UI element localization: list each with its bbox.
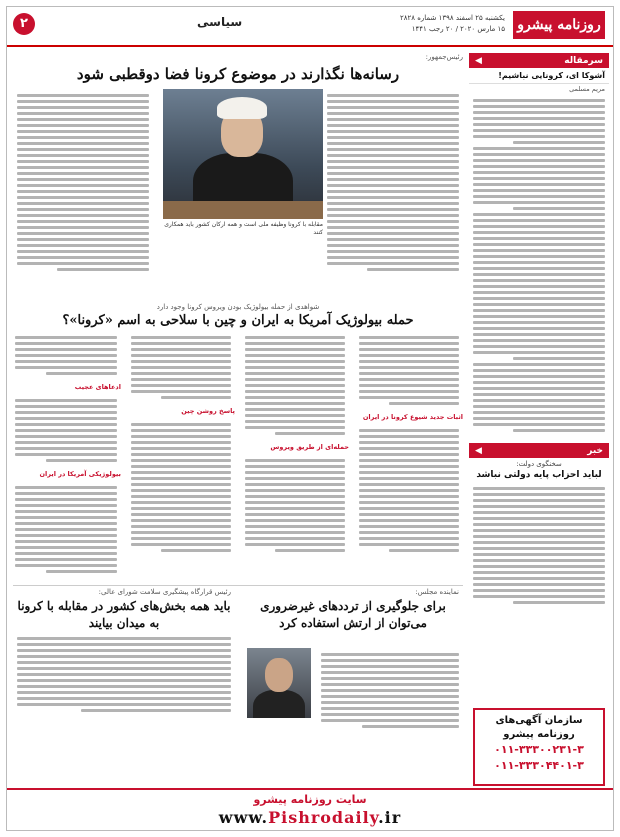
bottom-articles bbox=[13, 585, 463, 743]
ad-phone: ۰۱۱-۳۳۳۰۰۲۳۱-۳ bbox=[494, 743, 584, 756]
main-content bbox=[13, 53, 463, 631]
photo-caption: مقابله با کرونا وظیفه ملی است و همه ارکان کشور باید همکاری کنند bbox=[164, 221, 323, 236]
editorial-label: سرمقاله bbox=[564, 55, 603, 66]
mp-photo bbox=[247, 648, 311, 718]
ad-title: سازمان آگهی‌های روزنامه پیشرو bbox=[495, 715, 583, 740]
article-column bbox=[11, 331, 121, 578]
article-subhead: بیولوژیکی آمریکا در ایران bbox=[39, 470, 121, 478]
article-headline: برای جلوگیری از ترددهای غیرضروری می‌توان از ارتش استفاده کرد bbox=[260, 599, 446, 630]
issue-date-line: یکشنبه ۲۵ اسفند ۱۳۹۸ شماره ۲۸۲۸ bbox=[399, 14, 505, 22]
article-subhead: اثبات جدید شیوع کرونا در ایران bbox=[362, 413, 463, 421]
article-kicker: رئیس قرارگاه پیشگیری سلامت شورای عالی: bbox=[98, 588, 231, 596]
page-header bbox=[7, 7, 613, 47]
lead-headline: رسانه‌ها نگذارند در موضوع کرونا فضا دوقطبی شود bbox=[76, 65, 400, 83]
article-column bbox=[355, 331, 463, 557]
article-column bbox=[127, 331, 235, 557]
ad-phone: ۰۱۱-۳۳۳۰۴۴۰۱-۳ bbox=[494, 759, 584, 772]
editorial-author: مریم مسلمی bbox=[569, 85, 605, 93]
bottom-article-right bbox=[243, 586, 463, 744]
news-kicker: سخنگوی دولت: bbox=[516, 460, 562, 468]
news-title: لباید احزاب پایه دولتی نباشد bbox=[476, 470, 602, 480]
issue-meta bbox=[265, 13, 505, 35]
editorial-body bbox=[469, 94, 609, 437]
bullet-icon: ◀ bbox=[475, 445, 482, 456]
article-kicker: نماینده مجلس: bbox=[415, 588, 459, 596]
article-kicker: رئیس‌جمهور: bbox=[425, 53, 463, 61]
article-column bbox=[241, 331, 349, 557]
editorial-title: آشوکا ای، کرونایی نباشیم! bbox=[469, 68, 609, 84]
section-label: سیاسی bbox=[197, 15, 243, 29]
article-subhead: پاسخ روشن چین bbox=[181, 407, 235, 415]
article-subhead: حمله‌ای از طریق ویروس bbox=[270, 443, 349, 451]
second-headline: حمله بیولوژیک آمریکا به ایران و چین با سلاحی به اسم «کرونا»؟ bbox=[62, 313, 414, 328]
lead-text-column bbox=[323, 89, 463, 276]
second-kicker: شواهدی از حمله بیولوژیک بودن ویروس کرونا وجود دارد bbox=[156, 303, 320, 311]
news-header bbox=[469, 443, 609, 458]
page-number: ۲ bbox=[13, 13, 35, 35]
article-body bbox=[317, 648, 463, 733]
issue-date-line-2: ۱۵ مارس ۲۰۲۰ / ۲۰ رجب ۱۴۴۱ bbox=[411, 25, 505, 33]
bullet-icon: ◀ bbox=[475, 55, 482, 66]
lead-article bbox=[13, 89, 463, 299]
editorial-header bbox=[469, 53, 609, 68]
lead-text-column bbox=[13, 89, 153, 276]
article-headline: باید همه بخش‌های کشور در مقابله با کرونا به میدان بیایند bbox=[17, 599, 231, 630]
page-footer bbox=[7, 788, 613, 830]
news-body bbox=[469, 482, 609, 609]
president-photo bbox=[163, 89, 323, 219]
website-url[interactable]: www.Pishrodaily.ir bbox=[218, 808, 402, 827]
bottom-article-left bbox=[13, 586, 235, 744]
article-subhead: ادعاهای عجیب bbox=[74, 383, 121, 391]
right-sidebar bbox=[469, 53, 609, 790]
footer-label: سایت روزنامه پیشرو bbox=[253, 793, 367, 806]
news-label: خبر bbox=[587, 445, 603, 456]
ad-box bbox=[473, 708, 605, 786]
newspaper-page bbox=[6, 6, 614, 831]
newspaper-logo: روزنامه پیشرو bbox=[513, 11, 605, 39]
article-body bbox=[13, 632, 235, 717]
